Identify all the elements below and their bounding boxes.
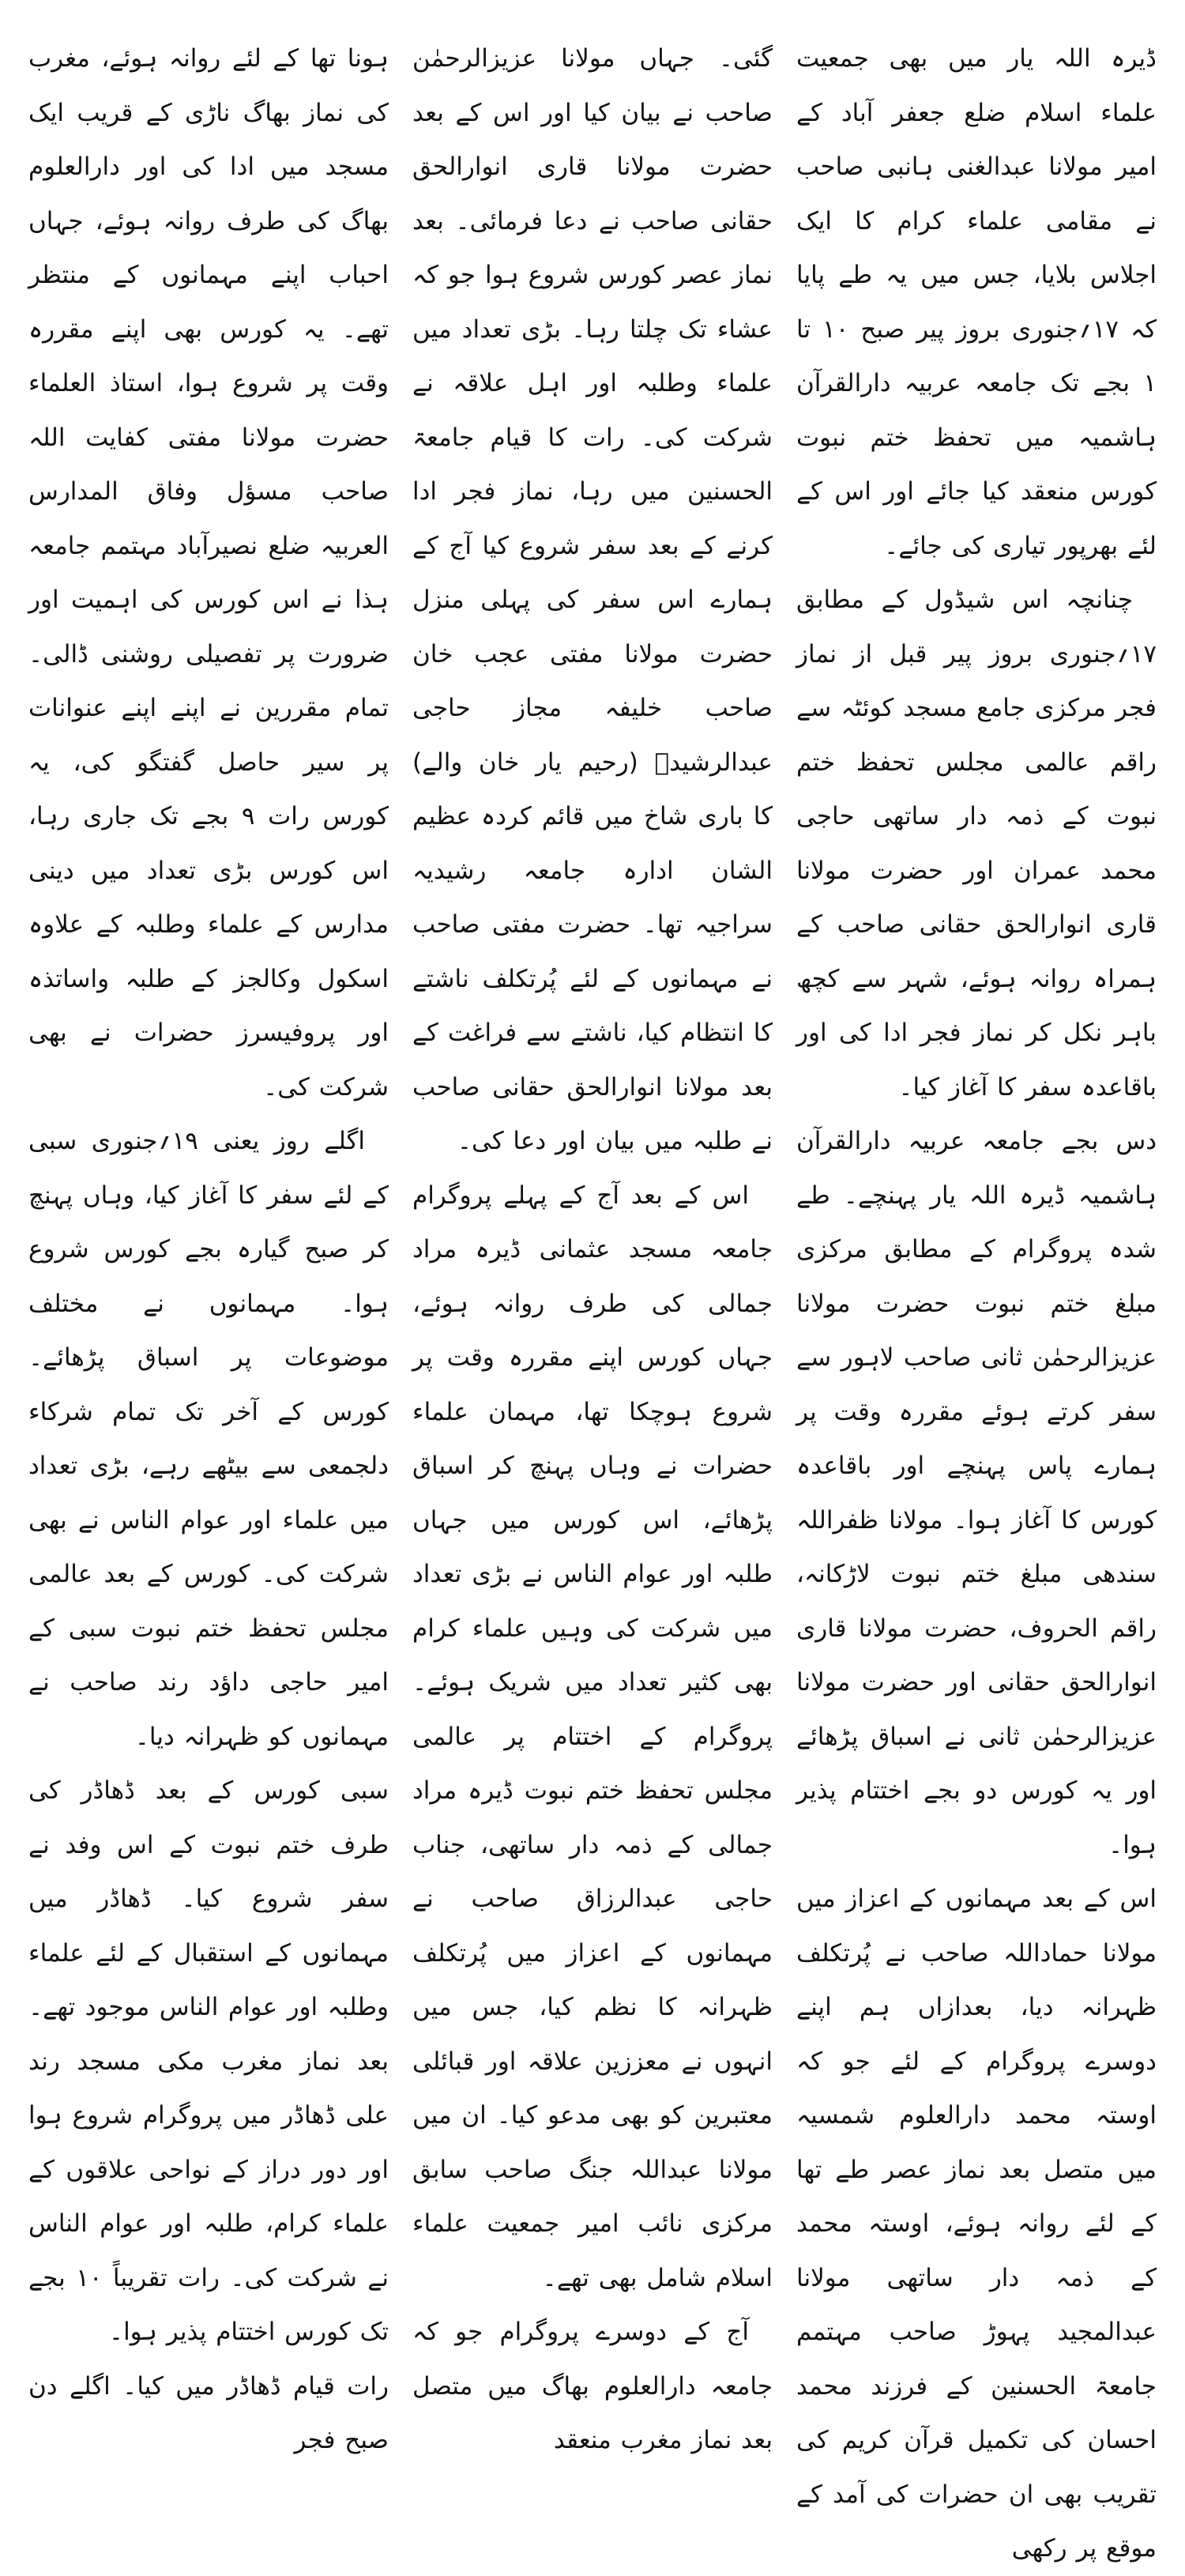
- paragraph: ڈیرہ اللہ یار میں بھی جمعیت علماء اسلام ضلع جعفر آباد کے امیر مولانا عبدالغنی ہانبی صاحب نے مقامی علماء کرام کا ایک اجلاس بلایا، جس میں یہ طے پایا کہ ۱۷؍جنوری بروز پیر صبح ۱۰ تا ۱ بجے تک جامعہ عربیہ دارالقرآن ہاشمیہ میں تحفظ ختم نبوت کورس منعقد کیا جائے اور اس کے لئے بھرپور تیاری کی جائے۔: [796, 44, 1157, 560]
- paragraph: آج کے دوسرے پروگرام جو کہ جامعہ دارالعلوم بھاگ میں متصل بعد نماز مغرب منعقد: [412, 2318, 773, 2454]
- paragraph: چنانچہ اس شیڈول کے مطابق ۱۷؍جنوری بروز پیر قبل از نماز فجر مرکزی جامع مسجد کوئٹہ سے راقم عالمی مجلس تحفظ ختم نبوت کے ذمہ دار ساتھی حاجی محمد عمران اور حضرت مولانا قاری انوارالحق حقانی صاحب کے ہمراہ روانہ ہوئے، شہر سے کچھ باہر نکل کر نماز فجر ادا کی اور باقاعدہ سفر کا آغاز کیا۔: [796, 586, 1157, 1102]
- paragraph: رات قیام ڈھاڈر میں کیا۔ اگلے دن صبح فجر: [28, 2371, 389, 2454]
- paragraph: اس کے بعد مہمانوں کے اعزاز میں مولانا حماداللہ صاحب نے پُرتکلف ظہرانہ دیا، بعدازاں ہم اپنے دوسرے پروگرام کے لئے جو کہ اوستہ محمد دارالعلوم شمسیہ میں متصل بعد نماز عصر طے تھا کے لئے روانہ ہوئے، اوستہ محمد کے ذمہ دار ساتھی مولانا عبدالمجید پہوڑ صاحب مہتمم جامعۃ الحسنین کے فرزند محمد احسان کی تکمیل قرآن کریم کی تقریب بھی ان حضرات کی آمد کے موقع پر رکھی: [796, 1885, 1157, 2563]
- paragraph: گئی۔ جہاں مولانا عزیزالرحمٰن صاحب نے بیان کیا اور اس کے بعد حضرت مولانا قاری انوارالحق حقانی صاحب نے دعا فرمائی۔ بعد نماز عصر کورس شروع ہوا جو کہ عشاء تک چلتا رہا۔ بڑی تعداد میں علماء وطلبہ اور اہل علاقہ نے شرکت کی۔ رات کا قیام جامعۃ الحسنین میں رہا، نماز فجر ادا کرنے کے بعد سفر شروع کیا آج کے ہمارے اس سفر کی پہلی منزل حضرت مولانا مفتی عجب خان صاحب خلیفہ مجاز حاجی عبدالرشیدؒ (رحیم یار خان والے) کا باری شاخ میں قائم کردہ عظیم الشان ادارہ جامعہ رشیدیہ سراجیہ تھا۔ حضرت مفتی صاحب نے مہمانوں کے لئے پُرتکلف ناشتے کا انتظام کیا، ناشتے سے فراغت کے بعد مولانا انوارالحق حقانی صاحب نے طلبہ میں بیان اور دعا کی۔: [412, 44, 773, 1155]
- text-columns: [28, 32, 1157, 2563]
- paragraph: اگلے روز یعنی ۱۹؍جنوری سبی کے لئے سفر کا آغاز کیا، وہاں پہنچ کر صبح گیارہ بجے کورس شروع ہوا۔ مہمانوں نے مختلف موضوعات پر اسباق پڑھائے۔ کورس کے آخر تک تمام شرکاء دلجمعی سے بیٹھے رہے، بڑی تعداد میں علماء اور عوام الناس نے بھی شرکت کی۔ کورس کے بعد عالمی مجلس تحفظ ختم نبوت سبی کے امیر حاجی داؤد رند صاحب نے مہمانوں کو ظہرانہ دیا۔: [28, 1127, 389, 1751]
- column-right: [796, 32, 1157, 2563]
- paragraph: سبی کورس کے بعد ڈھاڈر کی طرف ختم نبوت کے اس وفد نے سفر شروع کیا۔ ڈھاڈر میں مہمانوں کے استقبال کے لئے علماء وطلبہ اور عوام الناس موجود تھے۔ بعد نماز مغرب مکی مسجد رند علی ڈھاڈر میں پروگرام شروع ہوا اور دور دراز کے نواحی علاقوں کے علماء کرام، طلبہ اور عوام الناس نے شرکت کی۔ رات تقریباً ۱۰ بجے تک کورس اختتام پذیر ہوا۔: [28, 1776, 389, 2346]
- paragraph: اس کے بعد آج کے پہلے پروگرام جامعہ مسجد عثمانی ڈیرہ مراد جمالی کی طرف روانہ ہوئے، جہاں کورس اپنے مقررہ وقت پر شروع ہوچکا تھا، مہمان علماء حضرات نے وہاں پہنچ کر اسباق پڑھائے، اس کورس میں جہاں طلبہ اور عوام الناس نے بڑی تعداد میں شرکت کی وہیں علماء کرام بھی کثیر تعداد میں شریک ہوئے۔ پروگرام کے اختتام پر عالمی مجلس تحفظ ختم نبوت ڈیرہ مراد جمالی کے ذمہ دار ساتھی، جناب حاجی عبدالرزاق صاحب نے مہمانوں کے اعزاز میں پُرتکلف ظہرانہ کا نظم کیا، جس میں انہوں نے معززین علاقہ اور قبائلی معتبرین کو بھی مدعو کیا۔ ان میں مولانا عبداللہ جنگ صاحب سابق مرکزی نائب امیر جمعیت علماء اسلام شامل بھی تھے۔: [412, 1181, 773, 2292]
- paragraph: دس بجے جامعہ عربیہ دارالقرآن ہاشمیہ ڈیرہ اللہ یار پہنچے۔ طے شدہ پروگرام کے مطابق مرکزی مبلغ ختم نبوت حضرت مولانا عزیزالرحمٰن ثانی صاحب لاہور سے سفر کرتے ہوئے مقررہ وقت پر ہمارے پاس پہنچے اور باقاعدہ کورس کا آغاز ہوا۔ مولانا ظفراللہ سندھی مبلغ ختم نبوت لاڑکانہ، راقم الحروف، حضرت مولانا قاری انوارالحق حقانی اور حضرت مولانا عزیزالرحمٰن ثانی نے اسباق پڑھائے اور یہ کورس دو بجے اختتام پذیر ہوا۔: [796, 1127, 1157, 1859]
- paragraph: ہونا تھا کے لئے روانہ ہوئے، مغرب کی نماز بھاگ ناڑی کے قریب ایک مسجد میں ادا کی اور دارالعلوم بھاگ کی طرف روانہ ہوئے، جہاں احباب اپنے مہمانوں کے منتظر تھے۔ یہ کورس بھی اپنے مقررہ وقت پر شروع ہوا، استاذ العلماء حضرت مولانا مفتی کفایت اللہ صاحب مسؤل وفاق المدارس العربیہ ضلع نصیرآباد مہتمم جامعہ ہذا نے اس کورس کی اہمیت اور ضرورت پر تفصیلی روشنی ڈالی۔ تمام مقررین نے اپنے اپنے عنوانات پر سیر حاصل گفتگو کی، یہ کورس رات ۹ بجے تک جاری رہا، اس کورس بڑی تعداد میں دینی مدارس کے علماء وطلبہ کے علاوہ اسکول وکالجز کے طلبہ واساتذہ اور پروفیسرز حضرات نے بھی شرکت کی۔: [28, 44, 389, 1102]
- column-middle: [412, 32, 773, 2454]
- column-left: [28, 32, 389, 2454]
